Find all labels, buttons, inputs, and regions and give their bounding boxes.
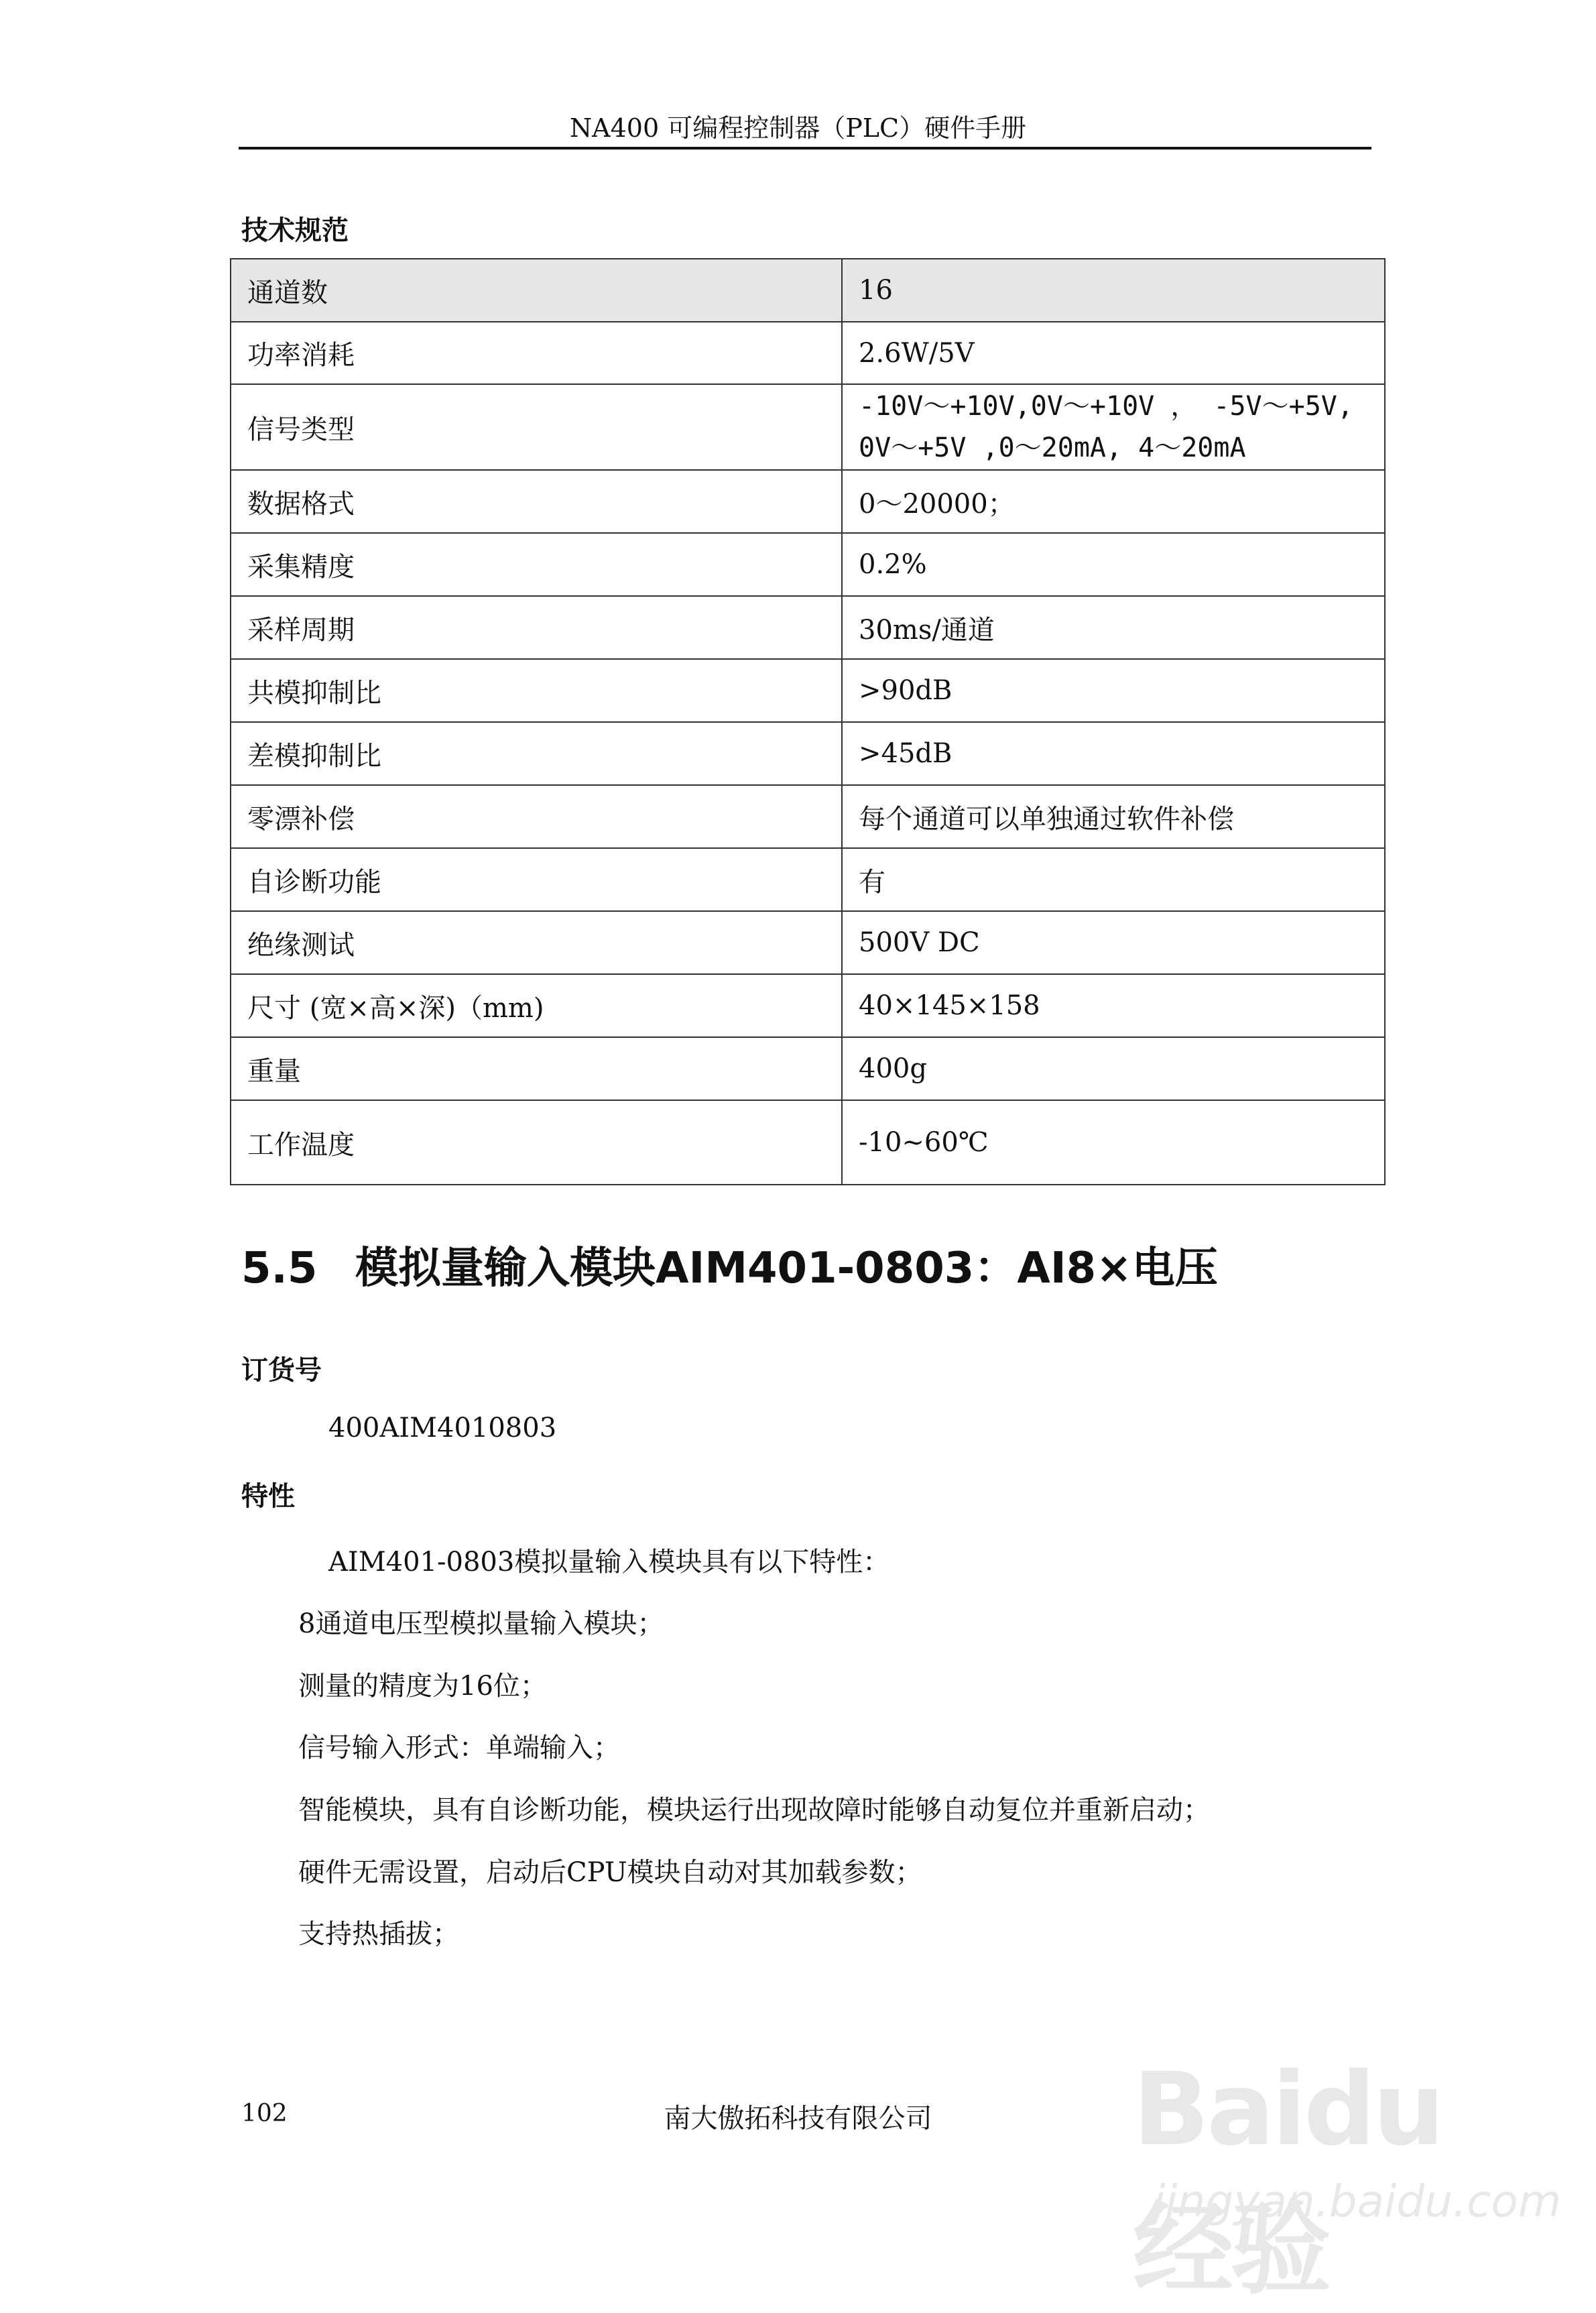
spec-row	[231, 470, 1385, 533]
spec-row	[231, 533, 1385, 596]
order-number: 400AIM4010803	[328, 1413, 557, 1443]
spec-value: >90dB	[842, 659, 1385, 722]
spec-row	[231, 722, 1385, 785]
spec-name: 采样周期	[231, 596, 842, 659]
spec-row	[231, 785, 1385, 848]
spec-value-line: -10V～+10V,0V～+10V ， -5V～+5V,	[859, 391, 1353, 422]
spec-row	[231, 259, 1385, 322]
spec-value: 有	[842, 848, 1385, 911]
spec-value: 500V DC	[842, 911, 1385, 974]
spec-section-label: 技术规范	[241, 215, 349, 246]
spec-row	[231, 974, 1385, 1037]
spec-name: 采集精度	[231, 533, 842, 596]
spec-row	[231, 911, 1385, 974]
spec-name: 信号类型	[231, 384, 842, 470]
spec-name: 尺寸 (宽×高×深)（mm)	[231, 974, 842, 1037]
watermark-brand: Baidu经验	[1133, 2052, 1442, 2308]
section-number: 5.5	[241, 1244, 318, 1293]
spec-value: 0.2%	[842, 533, 1385, 596]
section-heading	[241, 1234, 1218, 1295]
spec-row	[231, 659, 1385, 722]
feature-item: 8通道电压型模拟量输入模块；	[298, 1608, 664, 1639]
spec-name: 差模抑制比	[231, 722, 842, 785]
spec-row	[231, 848, 1385, 911]
features-label: 特性	[241, 1481, 295, 1512]
spec-row	[231, 384, 1385, 470]
header-rule	[239, 147, 1371, 150]
spec-value-line: 0V～+5V ,0～20mA, 4～20mA	[859, 432, 1246, 463]
feature-item: 智能模块，具有自诊断功能，模块运行出现故障时能够自动复位并重新启动；	[298, 1795, 1210, 1826]
spec-table	[230, 258, 1386, 1185]
spec-value-multiline	[842, 384, 1385, 470]
header-title: NA400 可编程控制器（PLC）硬件手册	[569, 113, 1027, 143]
feature-item: 测量的精度为16位；	[298, 1671, 547, 1702]
spec-name: 重量	[231, 1037, 842, 1100]
spec-name: 通道数	[231, 259, 842, 322]
feature-item: 信号输入形式：单端输入；	[298, 1732, 620, 1763]
spec-value: 0～20000；	[842, 470, 1385, 533]
page-number: 102	[241, 2100, 288, 2127]
baidu-watermark	[1133, 2038, 1562, 2308]
spec-row	[231, 322, 1385, 384]
spec-row	[231, 1037, 1385, 1100]
company-name: 南大傲拓科技有限公司	[664, 2103, 932, 2134]
spec-name: 零漂补偿	[231, 785, 842, 848]
spec-row	[231, 596, 1385, 659]
spec-value: -10~60℃	[842, 1100, 1385, 1185]
spec-value: >45dB	[842, 722, 1385, 785]
spec-value: 每个通道可以单独通过软件补偿	[842, 785, 1385, 848]
watermark-url: jingyan.baidu.com	[1153, 2176, 1562, 2227]
spec-name: 数据格式	[231, 470, 842, 533]
spec-value: 16	[842, 259, 1385, 322]
features-intro: AIM401-0803模拟量输入模块具有以下特性：	[328, 1547, 890, 1578]
feature-item: 硬件无需设置，启动后CPU模块自动对其加载参数；	[298, 1857, 922, 1888]
spec-row	[231, 1100, 1385, 1185]
spec-value: 30ms/通道	[842, 596, 1385, 659]
section-title: 模拟量输入模块AIM401-0803：AI8×电压	[355, 1244, 1218, 1293]
spec-name: 绝缘测试	[231, 911, 842, 974]
spec-value: 40×145×158	[842, 974, 1385, 1037]
order-label: 订货号	[241, 1355, 322, 1386]
spec-name: 自诊断功能	[231, 848, 842, 911]
spec-value: 400g	[842, 1037, 1385, 1100]
spec-value: 2.6W/5V	[842, 322, 1385, 384]
spec-name: 共模抑制比	[231, 659, 842, 722]
spec-name: 工作温度	[231, 1100, 842, 1185]
feature-item: 支持热插拔；	[298, 1919, 459, 1950]
spec-name: 功率消耗	[231, 322, 842, 384]
